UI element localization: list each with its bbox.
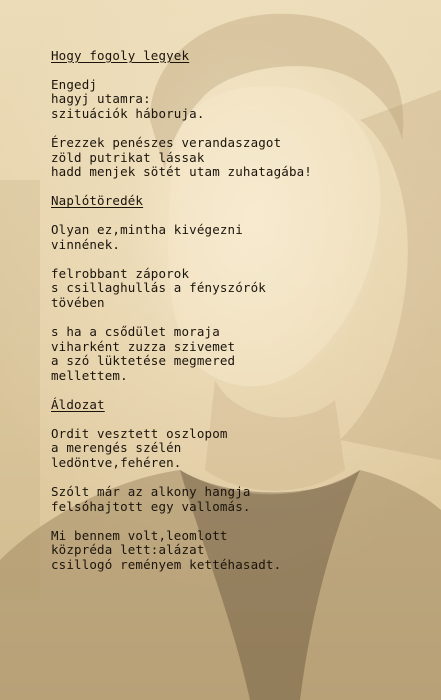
poem-line: a szó lüktetése megmered [51, 353, 236, 369]
poem-title: Áldozat [51, 397, 105, 413]
poem-line: s ha a csődület moraja [51, 324, 220, 340]
poem [51, 194, 436, 383]
poem [51, 398, 436, 573]
poem-line: felsóhajtott egy vallomás. [51, 498, 251, 514]
poem-line: közpréda lett:alázat [51, 542, 205, 558]
left-wall-shade [0, 180, 40, 600]
poem-line: vinnének. [51, 236, 121, 252]
poem-line: Engedj [51, 76, 98, 92]
poem-line: s csillaghullás a fényszórók [51, 280, 266, 296]
poem-line: Olyan ez,mintha kivégezni [51, 221, 243, 237]
stanza [51, 427, 436, 471]
poem-line: tövében [51, 294, 105, 310]
poem-line: csillogó reményem kettéhasadt. [51, 557, 282, 572]
poem-title: Hogy fogoly legyek [51, 48, 190, 63]
poem-title: Naplótöredék [51, 193, 144, 209]
stanza [51, 267, 436, 311]
poem-line: felrobbant záporok [51, 265, 190, 281]
poem-line: szituációk háboruja. [51, 105, 205, 121]
stanza [51, 325, 436, 383]
stanza [51, 136, 436, 180]
poem-line: zöld putrikat lássak [51, 149, 205, 165]
stanza [51, 78, 436, 122]
poem-line: ledöntve,fehéren. [51, 454, 182, 470]
poem-line: hagyj utamra: [51, 91, 151, 107]
poem-line: Ordit vesztett oszlopom [51, 425, 228, 441]
poem [51, 49, 436, 180]
stanza [51, 529, 436, 573]
stanza [51, 485, 436, 514]
poem-line: Érezzek penészes verandaszagot [51, 134, 282, 150]
poem-line: viharként zuzza szivemet [51, 338, 236, 354]
poem-line: Mi bennem volt,leomlott [51, 527, 228, 543]
poem-line: a merengés szélén [51, 440, 182, 456]
stanza [51, 223, 436, 252]
typewritten-poems [51, 49, 436, 587]
poem-line: mellettem. [51, 367, 128, 383]
poem-line: Szólt már az alkony hangja [51, 484, 251, 500]
poem-line: hadd menjek sötét utam zuhatagába! [51, 164, 312, 180]
